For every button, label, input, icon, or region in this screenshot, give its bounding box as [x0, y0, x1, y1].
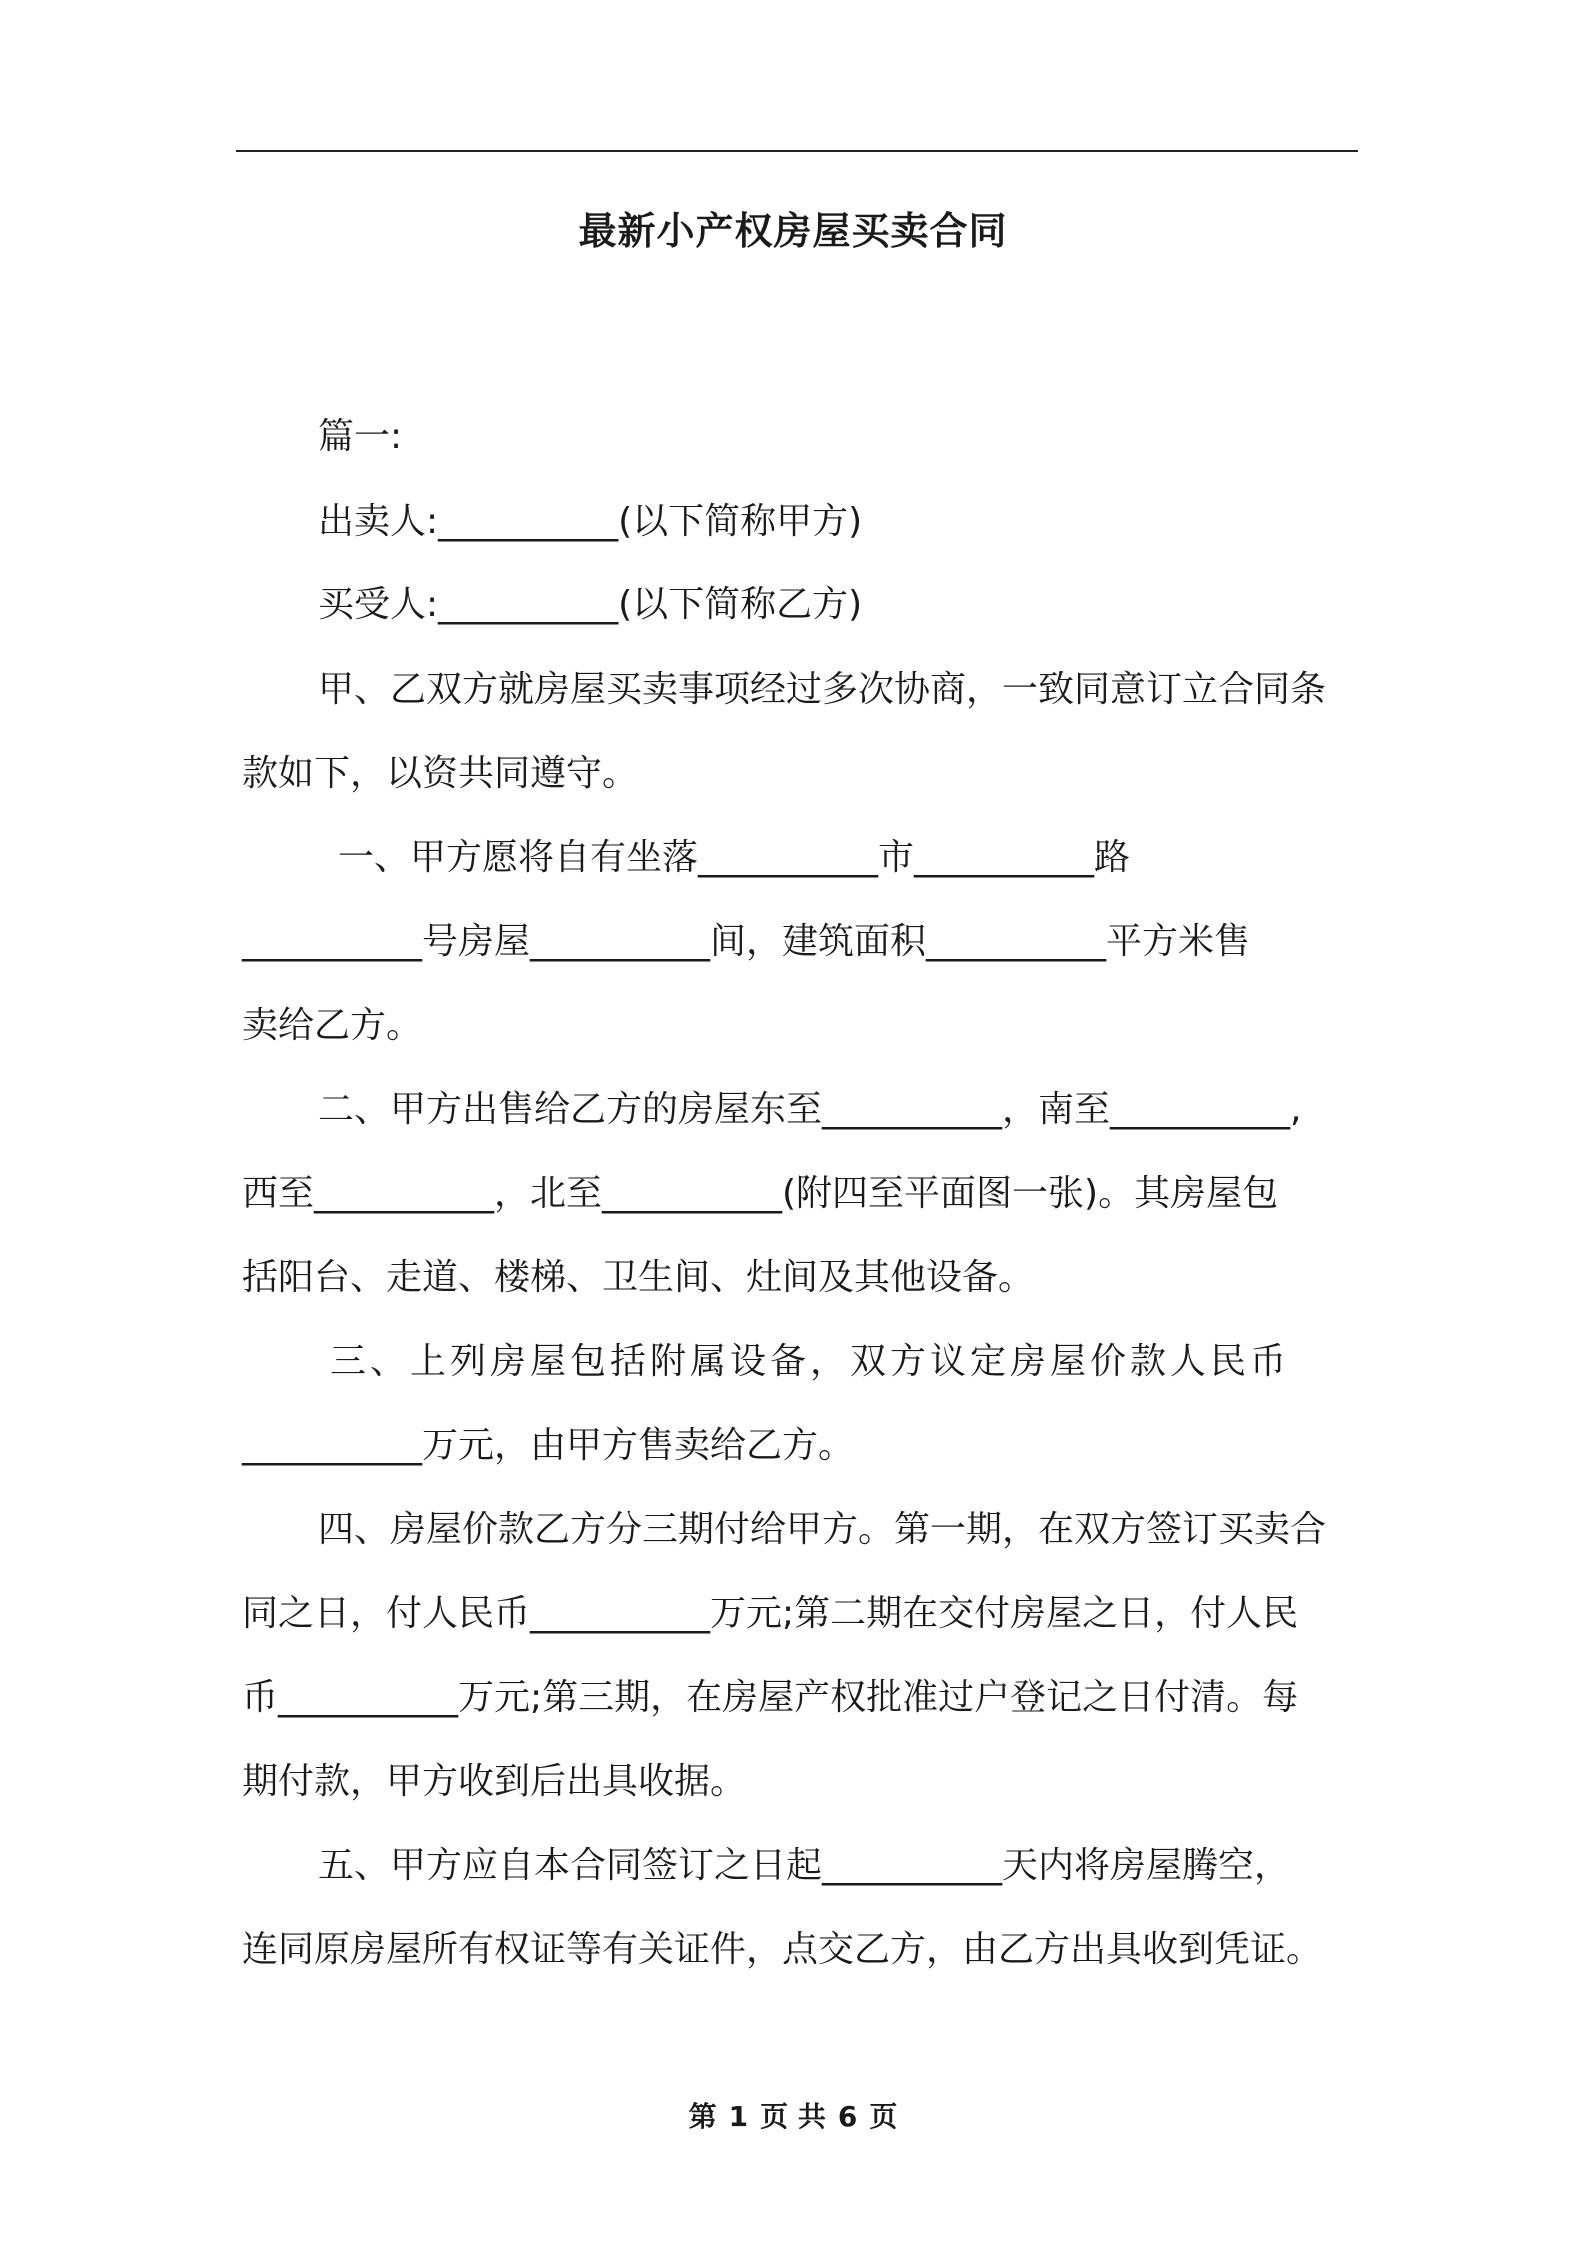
clause-4-line: 期付款，甲方收到后出具收据。 — [242, 1761, 747, 1802]
clause-4-line: 币__________万元;第三期，在房屋产权批准过户登记之日付清。每 — [242, 1677, 1299, 1718]
page-number: 1 — [728, 2100, 749, 2133]
document-title: 最新小产权房屋买卖合同 — [578, 209, 1008, 253]
clause-2-line: 括阳台、走道、楼梯、卫生间、灶间及其他设备。 — [242, 1257, 1035, 1298]
buyer-line: 买受人:__________(以下简称乙方) — [318, 584, 863, 625]
clause-1-line: __________号房屋__________间，建筑面积__________平方米售 — [242, 921, 1251, 962]
clause-4-line: 同之日，付人民币__________万元;第二期在交付房屋之日，付人民 — [242, 1593, 1299, 1634]
header-rule — [236, 150, 1358, 152]
paragraph-line: 款如下，以资共同遵守。 — [242, 753, 639, 794]
footer-suffix: 页 — [869, 2100, 898, 2133]
clause-1-line: 一、甲方愿将自有坐落__________市__________路 — [338, 837, 1131, 878]
paragraph-line: 甲、乙双方就房屋买卖事项经过多次协商，一致同意订立合同条 — [318, 669, 1327, 710]
total-pages: 6 — [837, 2100, 858, 2133]
clause-5-line: 五、甲方应自本合同签订之日起__________天内将房屋腾空， — [318, 1845, 1291, 1886]
section-heading: 篇一: — [318, 416, 403, 457]
clause-3-line: __________万元，由甲方售卖给乙方。 — [242, 1425, 855, 1466]
seller-line: 出卖人:__________(以下简称甲方) — [318, 501, 863, 542]
clause-2-line: 二、甲方出售给乙方的房屋东至__________，南至__________, — [318, 1089, 1302, 1130]
clause-1-line: 卖给乙方。 — [242, 1005, 423, 1046]
page-footer — [0, 2095, 1586, 2135]
clause-4-line: 四、房屋价款乙方分三期付给甲方。第一期，在双方签订买卖合 — [318, 1509, 1327, 1550]
footer-mid: 页 共 — [760, 2100, 826, 2133]
footer-prefix: 第 — [688, 2100, 717, 2133]
clause-5-line: 连同原房屋所有权证等有关证件，点交乙方，由乙方出具收到凭证。 — [242, 1929, 1323, 1970]
clause-3-line: 三、上列房屋包括附属设备，双方议定房屋价款人民币 — [330, 1341, 1291, 1382]
clause-2-line: 西至__________，北至__________(附四至平面图一张)。其房屋包 — [242, 1173, 1279, 1214]
